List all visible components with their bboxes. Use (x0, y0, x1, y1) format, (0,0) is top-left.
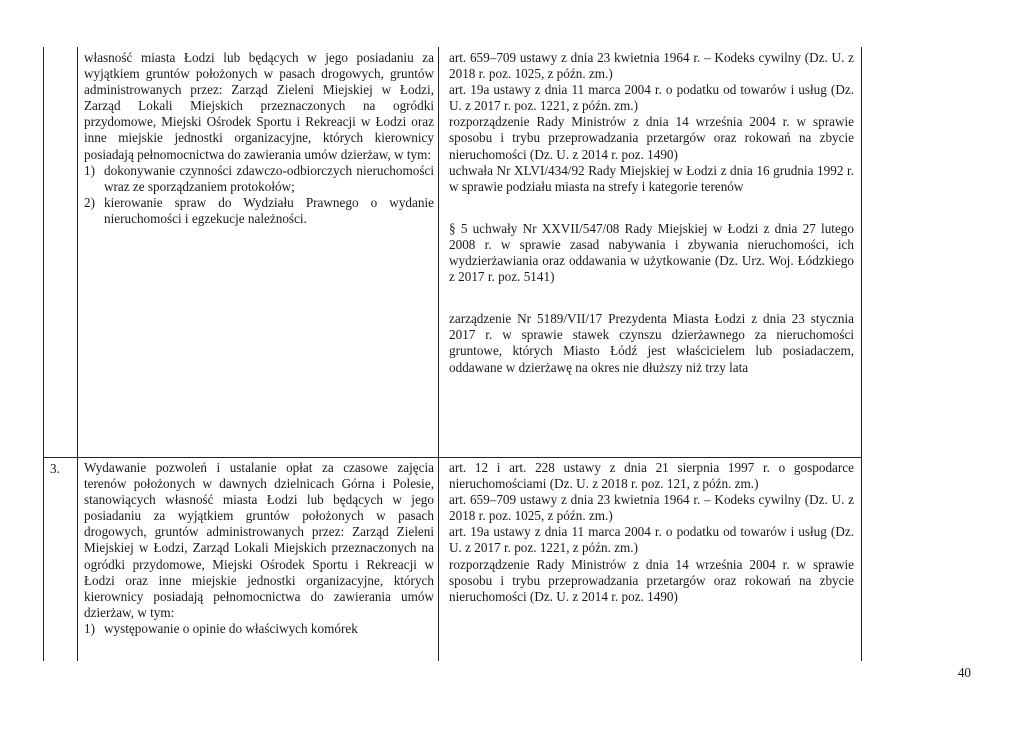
row3-legal-refs (449, 460, 854, 605)
row3-number: 3. (50, 461, 60, 476)
list-number: 2) (84, 194, 95, 210)
legal-reference: zarządzenie Nr 5189/VII/17 Prezydenta Miasta Łodzi z dnia 23 stycznia 2017 r. w sprawie stawek czynszu dzierżawnego za nieruchomości gruntowe, których Miasto Łódź jest właścicielem lub posiadaczem, oddawane w dzierżawę na okres nie dłuższy niż trzy lata (449, 311, 854, 375)
row3-list-item (84, 621, 434, 637)
row2-description-text: własność miasta Łodzi lub będących w jego posiadaniu za wyjątkiem gruntów położonych w pasach drogowych, gruntów administrowanych przez: Zarząd Zieleni Miejskiej w Łodzi, Zarząd Lokali Miejskich przeznaczonych na ogródki przydomowe, Miejski Ośrodek Sportu i Rekreacji w Łodzi oraz inne miejskie jednostki organizacyjne, których kierownicy posiadają pełnomocnictwa do zawierania umów dzierżaw, w tym: (84, 50, 434, 162)
legal-reference: rozporządzenie Rady Ministrów z dnia 14 września 2004 r. w sprawie sposobu i trybu przeprowadzania przetargów oraz rokowań na zbycie nieruchomości (Dz. U. z 2014 r. poz. 1490) (449, 556, 854, 604)
list-number: 1) (84, 162, 95, 178)
legal-reference: uchwała Nr XLVI/434/92 Rady Miejskiej w Łodzi z dnia 16 grudnia 1992 r. w sprawie podziału miasta na strefy i kategorie terenów (449, 162, 854, 194)
row-divider (44, 457, 861, 458)
row2-legal-refs (449, 50, 854, 376)
list-text: kierowanie spraw do Wydziału Prawnego o wydanie nieruchomości i egzekucje należności. (104, 194, 434, 226)
row2-list-item (84, 195, 434, 227)
legal-reference: art. 12 i art. 228 ustawy z dnia 21 sierpnia 1997 r. o gospodarce nieruchomościami (Dz. U. z 2018 r. poz. 121, z późn. zm.) (449, 460, 854, 492)
row3-description (84, 460, 434, 637)
legal-reference: rozporządzenie Rady Ministrów z dnia 14 września 2004 r. w sprawie sposobu i trybu przeprowadzania przetargów oraz rokowań na zbycie nieruchomości (Dz. U. z 2014 r. poz. 1490) (449, 114, 854, 162)
page-number: 40 (957, 665, 971, 680)
legal-reference: § 5 uchwały Nr XXVII/547/08 Rady Miejskiej w Łodzi z dnia 27 lutego 2008 r. w sprawie zasad nabywania i zbywania nieruchomości, ich wydzierżawiania oraz oddawania w użytkowanie (Dz. Urz. Woj. Łódzkiego z 2017 r. poz. 5141) (449, 220, 854, 285)
legal-reference: art. 19a ustawy z dnia 11 marca 2004 r. o podatku od towarów i usług (Dz. U. z 2017 r. poz. 1221, z późn. zm.) (449, 524, 854, 556)
row2-description (84, 50, 434, 227)
legal-reference: art. 19a ustawy z dnia 11 marca 2004 r. o podatku od towarów i usług (Dz. U. z 2017 r. poz. 1221, z późn. zm.) (449, 82, 854, 114)
list-text: występowanie o opinie do właściwych komórek (104, 620, 358, 636)
row3-description-text: Wydawanie pozwoleń i ustalanie opłat za czasowe zajęcia terenów położonych w dawnych dzielnicach Górna i Polesie, stanowiących własność miasta Łodzi lub będących w jego posiadaniu za wyjątkiem gruntów położonych w pasach drogowych, gruntów administrowanych przez: Zarząd Zieleni Miejskiej w Łodzi, Zarząd Lokali Miejskich przeznaczonych na ogródki przydomowe, Miejski Ośrodek Sportu i Rekreacji w Łodzi oraz inne miejskie jednostki organizacyjne, których kierownicy posiadają pełnomocnictwa do zawierania umów dzierżaw, w tym: (84, 460, 434, 620)
column-divider-1 (77, 47, 78, 661)
row2-list-item (84, 163, 434, 195)
legal-reference: art. 659–709 ustawy z dnia 23 kwietnia 1964 r. – Kodeks cywilny (Dz. U. z 2018 r. poz. 1025, z późn. zm.) (449, 50, 854, 82)
list-number: 1) (84, 620, 95, 636)
column-divider-2 (438, 47, 439, 661)
legal-reference: art. 659–709 ustawy z dnia 23 kwietnia 1964 r. – Kodeks cywilny (Dz. U. z 2018 r. poz. 1025, z późn. zm.) (449, 492, 854, 524)
duties-table (43, 47, 862, 661)
list-text: dokonywanie czynności zdawczo-odbiorczych nieruchomości wraz ze sporządzaniem protokołów; (104, 162, 434, 194)
